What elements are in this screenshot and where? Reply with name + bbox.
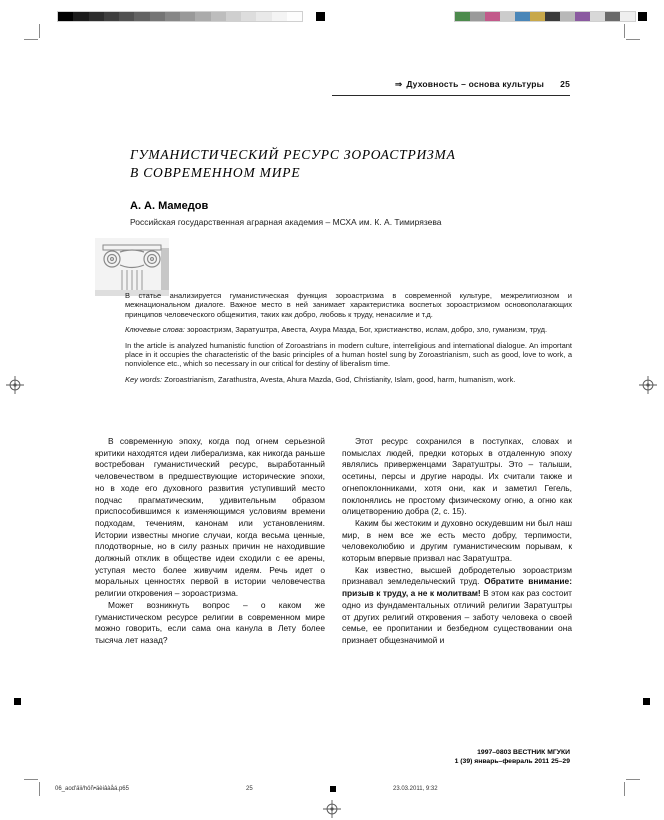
calibration-swatch bbox=[226, 12, 241, 21]
article-body bbox=[95, 436, 572, 647]
crop-mark-icon bbox=[39, 24, 40, 38]
article-title bbox=[130, 146, 582, 181]
registration-square bbox=[638, 12, 647, 21]
keywords-ru-text: зороастризм, Заратуштра, Авеста, Ахура Мазда, Бог, христианство, ислам, добро, зло, гуманизм, труд. bbox=[184, 325, 548, 335]
registration-mark-icon bbox=[639, 376, 657, 394]
body-paragraph: Этот ресурс сохранился в поступках, словах и помыслах людей, предки которых в отдаленную эпоху являлись приверженцами Заратуштры. Это – талыши, осетины, персы и другие народы. Их считали также и огнепоклонниками, хотя они, как и заметил Гегель, поклонялись не простому физическому огню, а огню как олицетворению добра (2, с. 15). bbox=[342, 436, 572, 517]
double-arrow-icon: ⇒ bbox=[394, 79, 403, 89]
body-column-right bbox=[342, 436, 572, 647]
affiliation: Российская государственная аграрная академия – МСХА им. К. А. Тимирязева bbox=[130, 217, 442, 227]
ionic-capital-image bbox=[95, 238, 169, 296]
printer-slug-line bbox=[0, 786, 664, 796]
abstract-ru: В статье анализируется гуманистическая функция зороастризма в современной культуре, межрелигиозном и межнациональном диалоге. Важное место в ней занимает характеристика воспетых зороастризмом основополагающих принципов человеческого общежития, таких как добро, любовь к труду, ненасилие и т.д. bbox=[125, 291, 572, 319]
issn-line: 1997–0803 ВЕСТНИК МГУКИ bbox=[477, 749, 570, 756]
crop-mark-icon bbox=[626, 39, 640, 40]
calibration-swatch bbox=[590, 12, 605, 21]
keywords-en bbox=[125, 375, 572, 384]
body-text-run: Как известно, высшей добродетелью зороастризм признавал земледельческий труд. bbox=[342, 564, 572, 587]
registration-square bbox=[316, 12, 325, 21]
calibration-swatch bbox=[119, 12, 134, 21]
registration-square bbox=[643, 698, 650, 705]
running-head bbox=[332, 79, 570, 96]
article-title-line2: В СОВРЕМЕННОМ МИРЕ bbox=[130, 164, 301, 180]
crop-mark-icon bbox=[24, 779, 38, 780]
calibration-swatch bbox=[104, 12, 119, 21]
article-title-line1: ГУМАНИСТИЧЕСКИЙ РЕСУРС ЗОРОАСТРИЗМА bbox=[130, 147, 456, 162]
calibration-swatch bbox=[89, 12, 104, 21]
abstract-block bbox=[125, 291, 572, 390]
slug-page-number: 25 bbox=[246, 786, 253, 792]
author-name: А. А. Мамедов bbox=[130, 200, 209, 212]
calibration-swatch bbox=[500, 12, 515, 21]
calibration-swatch bbox=[195, 12, 210, 21]
body-paragraph bbox=[342, 565, 572, 647]
calibration-swatch bbox=[241, 12, 256, 21]
registration-mark-icon bbox=[6, 376, 24, 394]
body-paragraph: Каким бы жестоким и духовно оскудевшим ни был наш мир, в нем все же есть место добру, терпимости, человеколюбию и другим гуманистическим порывам, к которым впервые призвал нас Заратуштра. bbox=[342, 517, 572, 564]
color-calibration-bar bbox=[455, 12, 635, 21]
registration-square bbox=[14, 698, 21, 705]
slug-datetime: 23.03.2011, 9:32 bbox=[393, 786, 438, 792]
keywords-en-label: Key words: bbox=[125, 374, 163, 384]
crop-mark-icon bbox=[624, 24, 625, 38]
calibration-swatch bbox=[287, 12, 302, 21]
calibration-swatch bbox=[455, 12, 470, 21]
calibration-swatch bbox=[560, 12, 575, 21]
body-column-left bbox=[95, 436, 325, 647]
registration-square bbox=[330, 786, 336, 792]
calibration-swatch bbox=[575, 12, 590, 21]
slug-filename: 06_aod'äii/höñ•äèiâàåá.p65 bbox=[55, 786, 129, 792]
calibration-swatch bbox=[256, 12, 271, 21]
calibration-swatch bbox=[180, 12, 195, 21]
calibration-swatch bbox=[515, 12, 530, 21]
calibration-swatch bbox=[73, 12, 88, 21]
calibration-swatch bbox=[605, 12, 620, 21]
abstract-en: In the article is analyzed humanistic function of Zoroastrians in modern culture, interreligious and international dialogue. An important place in it occupies the characteristic of the basic principles of a human hostel sung by Zoroastrianism, such as good, love to work, a nonviolence etc., which so necessary in our critical for destiny of liberalism time. bbox=[125, 340, 572, 369]
calibration-swatch bbox=[470, 12, 485, 21]
journal-imprint bbox=[455, 749, 570, 767]
section-title: Духовность – основа культуры bbox=[406, 79, 545, 89]
keywords-en-text: Zoroastrianism, Zarathustra, Avesta, Ahura Mazda, God, Christianity, Islam, good, harm, humanism, work. bbox=[162, 374, 516, 384]
calibration-swatch bbox=[485, 12, 500, 21]
body-text-emphasis: Обратите внимание: призыв к труду, а не к молитвам! bbox=[342, 576, 572, 599]
calibration-swatch bbox=[165, 12, 180, 21]
crop-mark-icon bbox=[626, 779, 640, 780]
body-paragraph: В современную эпоху, когда под огнем серьезной критики находятся идеи либерализма, как никогда раньше востребован гуманистический ресурс, выработанный человечеством в предшествующие исторические эпохи, но в ходе его духовного развития уступивший место подчас прагматическим, удивительным образом приспособившимся к изменяющимся условиям времени подходам, течениям, канонам или установлениям. Истории известны многие случаи, когда весьма ценные, плодотворные, но в силу разных причин не находившие должный отклик в обществе идеи сходили с ее арены, уступая место более живучим идеям. Речь идет о моральных ценностях первой в истории человечества религии откровения – зороастризма. bbox=[95, 436, 325, 599]
calibration-swatch bbox=[272, 12, 287, 21]
body-paragraph: Может возникнуть вопрос – о каком же гуманистическом ресурсе религии в современном мире можно говорить, если сама она канула в Лету более тысяча лет назад? bbox=[95, 599, 325, 645]
calibration-swatch bbox=[150, 12, 165, 21]
calibration-swatch bbox=[134, 12, 149, 21]
registration-mark-icon bbox=[323, 800, 341, 818]
keywords-ru bbox=[125, 325, 572, 334]
calibration-swatch bbox=[530, 12, 545, 21]
issue-line: 1 (39) январь–февраль 2011 25–29 bbox=[454, 757, 570, 765]
grayscale-calibration-bar bbox=[58, 12, 302, 21]
calibration-swatch bbox=[620, 12, 635, 21]
keywords-ru-label: Ключевые слова: bbox=[125, 325, 185, 335]
calibration-swatch bbox=[211, 12, 226, 21]
page-number: 25 bbox=[560, 79, 570, 89]
crop-mark-icon bbox=[24, 39, 38, 40]
calibration-swatch bbox=[58, 12, 73, 21]
calibration-swatch bbox=[545, 12, 560, 21]
body-text-run: В этом как раз состоит одно из фундаментальных отличий религии Заратуштры от других религий откровения – заботу человека о своей семье, ее пропитании и безбедном существовании она признает общезначимой и bbox=[342, 588, 572, 645]
